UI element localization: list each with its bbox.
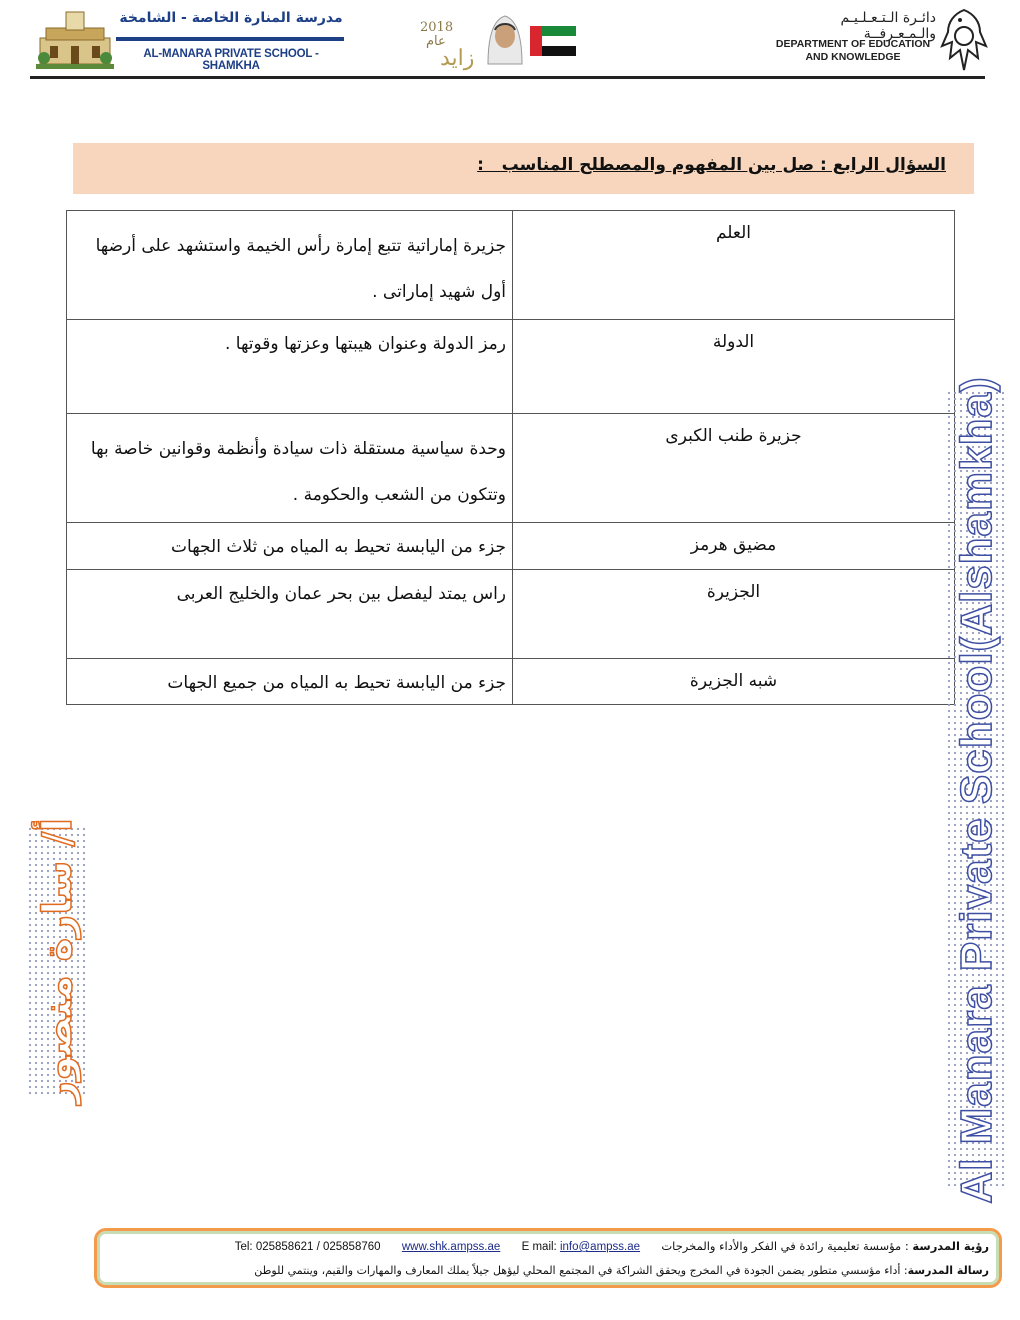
department-name-english-line1: DEPARTMENT OF EDUCATION [775,38,931,50]
mission-label: رسالة المدرسة [907,1264,989,1277]
website-link[interactable]: www.shk.ampss.ae [401,1241,501,1253]
year-of-zayed-logo [420,6,580,74]
mission-text: : أداء مؤسسي متطور يضمن الجودة في المخرج ويحقق الشراكة في المجتمع المحلي ليؤهل جيلاً يملك المعارف والمهارات والقيم، وينتمي للوطن [254,1264,908,1277]
year-of-zayed-year: 2018 [420,20,454,35]
question-banner [73,143,974,194]
phone-numbers: Tel: 025858621 / 025858760 [234,1241,381,1253]
definition-text: جزء من اليابسة تحيط به المياه من ثلاث الجهات [171,537,506,557]
table-row [67,523,955,570]
page-header [0,0,1020,84]
term-cell: الجزيرة [513,570,955,659]
email-link[interactable]: info@ampss.ae [559,1241,641,1253]
email-label: E mail: [521,1241,557,1253]
term-cell: شبه الجزيرة [513,659,955,705]
uae-flag-icon [530,26,576,56]
definition-text: رمز الدولة وعنوان هيبتها وعزتها وقوتها . [224,334,506,354]
footer-vision-line [109,1239,989,1253]
email-group [522,1241,640,1253]
question-title: السؤال الرابع : صل بين المفهوم والمصطلح المناسب : [477,155,946,175]
matching-table [66,210,955,705]
table-row [67,320,955,414]
school-footer [94,1228,1002,1288]
table-row [67,211,955,320]
school-side-watermark-text: Al Manara Private School(Alshamkha) [952,376,1001,1204]
definition-text: جزء من اليابسة تحيط به المياه من جميع الجهات [167,673,506,693]
definition-cell [67,320,513,414]
portrait-icon [480,10,530,66]
term-cell: الدولة [513,320,955,414]
vision-label: رؤية المدرسة [912,1239,989,1253]
year-of-zayed-name: زايد [440,46,475,71]
school-name-divider [116,37,344,41]
term-cell: جزيرة طنب الكبرى [513,414,955,523]
author-watermark [27,818,89,1104]
header-divider [30,76,985,79]
definition-cell: وحدة سياسية مستقلة ذات سيادة وأنظمة وقوانين خاصة بها وتتكون من الشعب والحكومة . [67,414,513,523]
school-name-arabic: مدرسة المنارة الخاصة - الشامخة [119,10,343,26]
vision-text: : مؤسسة تعليمية رائدة في الفكر والأداء والمخرجات [661,1239,909,1253]
term-cell: العلم [513,211,955,320]
falcon-emblem-icon [938,6,990,74]
table-row [67,570,955,659]
definition-text: راس يمتد ليفصل بين بحر عمان والخليج العربى [176,584,506,604]
definition-cell: جزيرة إماراتية تتبع إمارة رأس الخيمة واستشهد على أرضها أول شهيد إماراتى . [67,211,513,320]
school-name-english: AL-MANARA PRIVATE SCHOOL - SHAMKHA [143,48,319,72]
table-row [67,414,955,523]
department-name-english-line2: AND KNOWLEDGE [805,51,901,63]
definition-cell [67,570,513,659]
author-watermark-text: أ/ سارة منصور [35,818,81,1104]
school-logo-icon [36,8,114,70]
footer-mission-line [109,1264,989,1277]
definition-cell [67,523,513,570]
term-cell: مضيق هرمز [513,523,955,570]
year-of-zayed-word: عام [426,34,446,49]
definition-cell [67,659,513,705]
department-name-arabic: دائـرة الـتـعـلـيـم والـمـعـرفــة [840,10,936,42]
school-side-watermark [946,376,1008,1204]
table-row [67,659,955,705]
